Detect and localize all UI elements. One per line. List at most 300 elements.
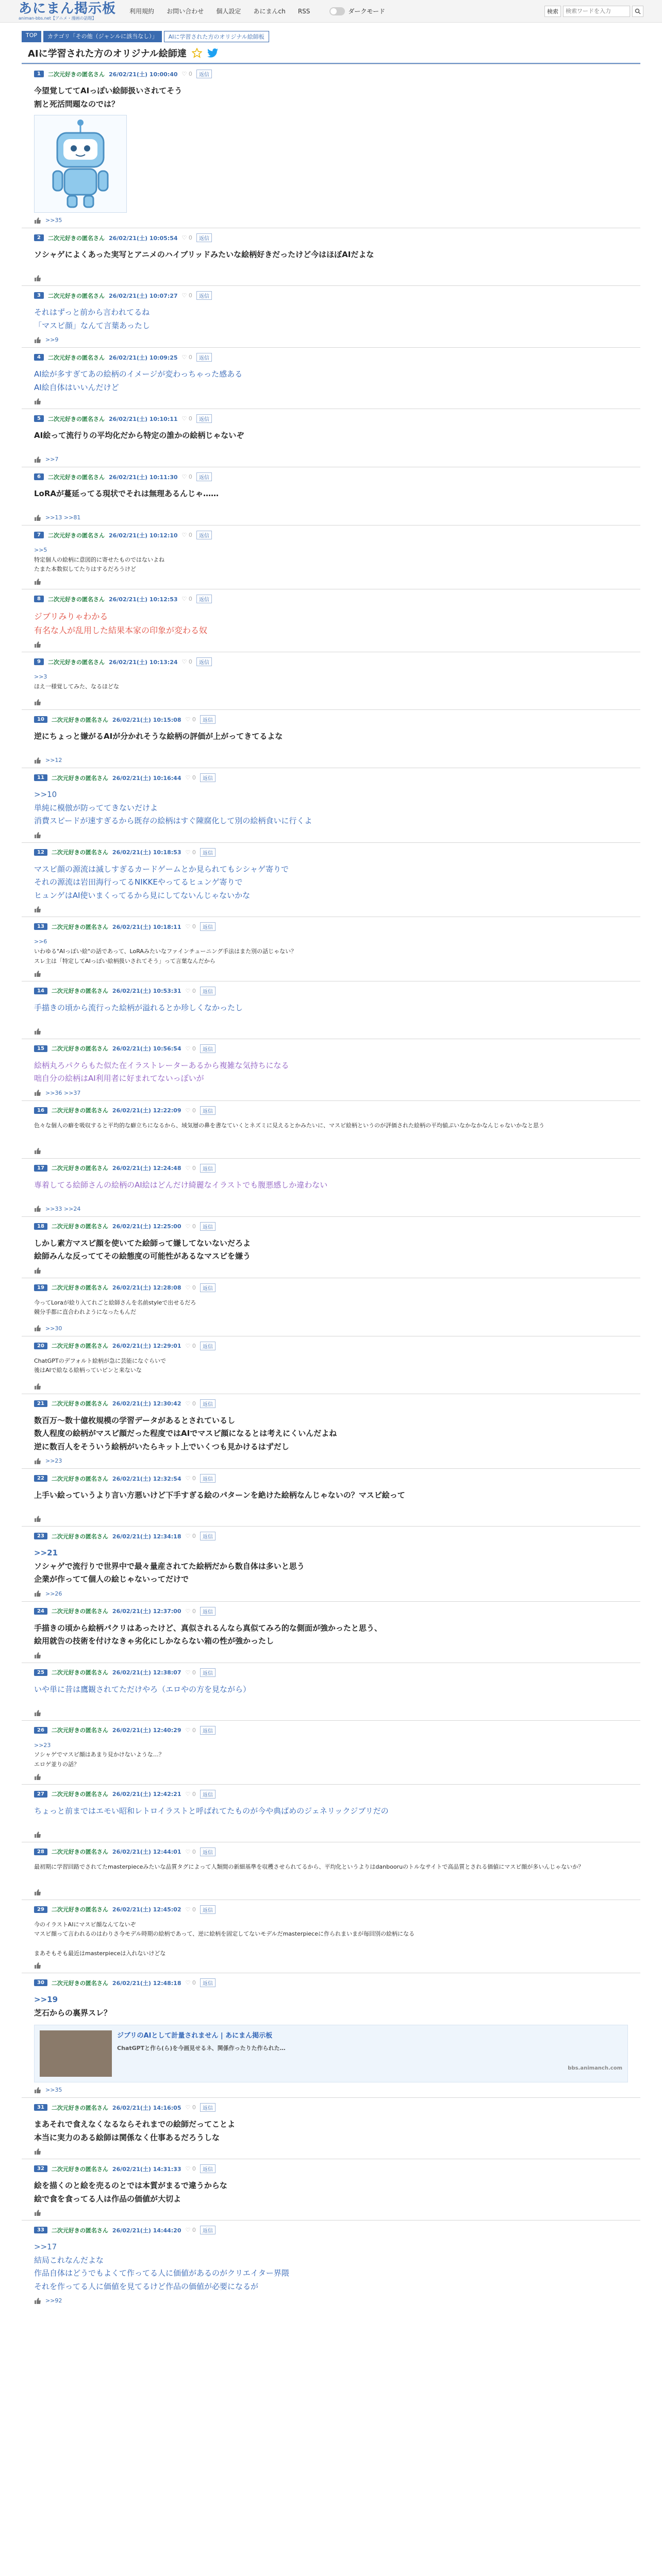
like-button[interactable]: ♡ 0 (185, 1979, 196, 1987)
post-date: 26/02/21(土) 12:24:48 (112, 1165, 181, 1172)
post-author: 二次元好きの匿名さん (47, 292, 105, 299)
post (22, 285, 640, 347)
reply-anchor[interactable]: >>3 (34, 673, 47, 681)
post-text: ソシャゲでマスピ顔はあまり見かけないような…？ エロゲ並りの話？ (34, 1751, 164, 1768)
post-text: 芝石からの裏界スレ？ (34, 2008, 112, 2018)
reply-links[interactable]: >>26 (45, 1590, 62, 1597)
thumbs-up-icon[interactable] (34, 1590, 41, 1597)
like-button[interactable]: ♡ 0 (181, 234, 192, 241)
like-button[interactable]: ♡ 0 (181, 532, 192, 538)
post-number[interactable]: 3 (34, 292, 44, 299)
reply-button[interactable]: 返信 (200, 1532, 216, 1540)
post (22, 1973, 640, 2097)
post-author: 二次元好きの匿名さん (51, 1906, 108, 1913)
post-footer (34, 2087, 628, 2093)
post-footer (34, 398, 628, 404)
post-text: まあそれで食えなくなるならそれまでの絵師だってことよ 本当に実力のある絵師は関係なく仕事あるだろうしな (34, 2120, 236, 2142)
like-button[interactable]: ♡ 0 (185, 2165, 196, 2173)
like-button[interactable]: ♡ 0 (181, 415, 192, 422)
thumbs-up-icon[interactable] (34, 1090, 41, 1096)
like-button[interactable]: ♡ 0 (185, 1284, 196, 1291)
post-text: それはずっと前から言われてるね 「マスピ顔」なんて言葉あったし (34, 308, 150, 330)
post-number[interactable]: 4 (34, 354, 44, 361)
post-number[interactable]: 25 (34, 1669, 47, 1676)
post-footer (34, 456, 628, 463)
reply-links[interactable]: >>30 (45, 1325, 62, 1332)
post-author: 二次元好きの匿名さん (51, 716, 108, 723)
post-text: ソシャゲで流行りで世界中で最々量産されてた絵柄だから数自体は多いと思う 企業が作ってて個人の絵じゃないってだけで (34, 1561, 305, 1584)
dark-mode-label: ダークモード (348, 8, 385, 15)
post-author: 二次元好きの匿名さん (47, 532, 105, 539)
post-text: ほえ一様覚してみた、なるほどな (34, 683, 119, 690)
thumbs-up-icon[interactable] (34, 641, 41, 648)
post-number[interactable]: 8 (34, 596, 44, 602)
post-body (34, 1920, 628, 1959)
post-author: 二次元好きの匿名さん (51, 1533, 108, 1540)
post-number[interactable]: 1 (34, 71, 44, 77)
reply-button[interactable]: 返信 (196, 531, 212, 539)
reply-anchor[interactable]: >>21 (34, 1548, 58, 1557)
reply-button[interactable]: 返信 (200, 1222, 216, 1231)
post-footer (34, 1148, 628, 1154)
post-date: 26/02/21(土) 12:44:01 (112, 1849, 181, 1856)
thumbs-up-icon[interactable] (34, 1267, 41, 1274)
thumbs-up-icon[interactable] (34, 757, 41, 764)
search-icon (635, 8, 641, 14)
thumbs-up-icon[interactable] (34, 699, 41, 705)
breadcrumb-top[interactable]: TOP (22, 31, 41, 42)
reply-button[interactable]: 返信 (200, 1905, 216, 1914)
post-number[interactable]: 16 (34, 1107, 47, 1114)
post-body (34, 1121, 628, 1144)
search-button[interactable] (632, 6, 643, 17)
post-date: 26/02/21(土) 12:40:29 (112, 1727, 181, 1734)
like-button[interactable]: ♡ 0 (185, 1533, 196, 1539)
post-header (34, 1532, 628, 1540)
post-number[interactable]: 6 (34, 473, 44, 480)
search-box (544, 6, 643, 17)
post-text: 今のイラストAIにマスピ顔なんてないぞ マスピ顔って言われるのはわりさ今モデル時期の絵柄であって、逆に絵柄を固定してないモデルだmasterpieceに作られまいまが毎回別の絵柄になる まあそもそも最近はmasterpieceは入れないけどな (34, 1921, 415, 1957)
post-number[interactable]: 22 (34, 1475, 47, 1482)
post-text: 今望覚しててAIっぽい絵師扱いされてそう 割と死活問題なのでは？ (34, 86, 183, 109)
reply-links[interactable]: >>92 (45, 2297, 62, 2304)
thread-title: AIに学習された方のオリジナル絵師達 (28, 48, 187, 59)
post-text: 今ってLoraが絵り入てれごと絵師さんを名前styleで出せるだろ 競分手都に直合われようになったもんだ (34, 1299, 196, 1316)
like-button[interactable]: ♡ 0 (185, 716, 196, 723)
post-number[interactable]: 19 (34, 1284, 47, 1291)
post (22, 1468, 640, 1526)
thumbs-up-icon[interactable] (34, 2210, 41, 2216)
post-text: 色々な個人の癖を吸収すると平均的な癖立ちになるから、域気層の鼻を書なていくとネズミに見えるとかみたいに、マスピ絵柄というのが評価された絵柄の平均値ぷいなかなかなんじゃないかなと思う (34, 1122, 544, 1129)
post-date: 26/02/21(土) 10:10:11 (108, 415, 178, 422)
post-date: 26/02/21(土) 10:07:27 (108, 292, 178, 299)
like-button[interactable]: ♡ 0 (181, 596, 192, 603)
post-footer (34, 1774, 628, 1780)
post-footer (34, 699, 628, 705)
reply-button[interactable]: 返信 (200, 1607, 216, 1616)
post-number[interactable]: 17 (34, 1165, 47, 1172)
reply-links[interactable]: >>33 >>24 (45, 1205, 81, 1212)
reply-links[interactable]: >>12 (45, 757, 62, 764)
reply-anchor[interactable]: >>17 (34, 2242, 57, 2252)
reply-button[interactable]: 返信 (200, 1668, 216, 1677)
breadcrumb-current: AIに学習された方のオリジナル絵師板 (164, 31, 269, 42)
thumbs-up-icon[interactable] (34, 1652, 41, 1658)
search-input[interactable] (563, 6, 630, 17)
post-number[interactable]: 30 (34, 1979, 47, 1986)
post-author: 二次元好きの匿名さん (51, 774, 108, 782)
post-number[interactable]: 7 (34, 532, 44, 538)
reply-button[interactable]: 返信 (196, 233, 212, 242)
post-date: 26/02/21(土) 10:18:11 (112, 923, 181, 930)
nav-rss[interactable]: RSS (297, 8, 310, 15)
like-button[interactable]: ♡ 0 (185, 849, 196, 856)
like-button[interactable]: ♡ 0 (181, 71, 192, 77)
reply-anchor[interactable]: >>19 (34, 1995, 58, 2005)
post-footer (34, 1652, 628, 1658)
post-date: 26/02/21(土) 14:16:05 (112, 2104, 181, 2111)
reply-button[interactable]: 返信 (200, 1044, 216, 1053)
reply-button[interactable]: 返信 (200, 1790, 216, 1799)
thumbs-up-icon[interactable] (34, 1383, 41, 1389)
post-header (34, 1848, 628, 1856)
breadcrumb-category[interactable]: カテゴリ「その他（ジャンルに該当なし）」 (43, 31, 162, 42)
post-author: 二次元好きの匿名さん (51, 849, 108, 856)
like-button[interactable]: ♡ 0 (185, 987, 196, 994)
post-header (34, 233, 628, 242)
reply-anchor[interactable]: >>5 (34, 547, 47, 553)
post-number[interactable]: 5 (34, 415, 44, 422)
post-number[interactable]: 9 (34, 658, 44, 665)
post-header (34, 1474, 628, 1483)
thumbs-up-icon[interactable] (34, 1889, 41, 1895)
reply-button[interactable]: 返信 (200, 1399, 216, 1408)
post-number[interactable]: 13 (34, 923, 47, 930)
post-body (34, 1298, 628, 1321)
post (22, 2097, 640, 2159)
post-text: ちょっと前まではエモい昭和レトロイラストと呼ばれてたものが今や典ばめのジェネリックジブリだの (34, 1806, 389, 1816)
thumbs-up-icon[interactable] (34, 2087, 41, 2093)
thumbs-up-icon[interactable] (34, 1516, 41, 1522)
thumbs-up-icon[interactable] (34, 1325, 41, 1331)
post-date: 26/02/21(土) 10:56:54 (112, 1045, 181, 1052)
thumbs-up-icon[interactable] (34, 1148, 41, 1154)
thumbs-up-icon[interactable] (34, 217, 41, 224)
post-number[interactable]: 11 (34, 774, 47, 781)
post-date: 26/02/21(土) 12:37:00 (112, 1608, 181, 1615)
reply-button[interactable]: 返信 (200, 1978, 216, 1987)
like-button[interactable]: ♡ 0 (185, 1726, 196, 1734)
site-header (0, 0, 662, 23)
post-footer (34, 1267, 628, 1274)
link-card-thumbnail (40, 2030, 112, 2077)
post (22, 1663, 640, 1720)
reply-button[interactable]: 返信 (200, 1283, 216, 1292)
like-button[interactable]: ♡ 0 (185, 2104, 196, 2111)
reply-button[interactable]: 返信 (196, 657, 212, 666)
post-header (34, 1164, 628, 1173)
like-button[interactable]: ♡ 0 (185, 1342, 196, 1349)
post-number[interactable]: 27 (34, 1791, 47, 1798)
like-button[interactable]: ♡ 0 (185, 2227, 196, 2234)
post-author: 二次元好きの匿名さん (51, 923, 108, 930)
post-date: 26/02/21(土) 10:18:53 (112, 849, 181, 856)
post-date: 26/02/21(土) 10:05:54 (108, 234, 178, 242)
reply-button[interactable]: 返信 (200, 715, 216, 724)
post-text: 数百万～数十億枚規模の学習データがあるとされているし 数人程度の絵柄がマスピ顔だった程度ではAIでマスピ顔になるとは考えにくいんだよね 逆に数百人をそういう絵柄がいたらキット上でいくつも見かけるはずだし (34, 1415, 337, 1451)
like-button[interactable]: ♡ 0 (185, 1164, 196, 1172)
post-text: 結局これなんだよな 作品自体はどうでもよくて作ってる人に価値があるのがクリエイター界隈 それを作ってる人に価値を見てるけど作品の価値が必要になるが (34, 2255, 289, 2291)
like-button[interactable]: ♡ 0 (185, 1223, 196, 1230)
post-footer (34, 906, 628, 912)
thumbs-up-icon[interactable] (34, 1832, 41, 1838)
post-text: 専着してる絵師さんの絵柄のAI絵はどんだけ綺麗なイラストでも腹悪感しか違わない (34, 1180, 328, 1190)
post-text: 上手い絵っていうより言い方悪いけど下手すぎる絵のパターンを絶けた絵柄なんじゃないの？マスピ絵って (34, 1490, 405, 1500)
like-button[interactable]: ♡ 0 (185, 1107, 196, 1114)
post-body (34, 1414, 628, 1454)
post-number[interactable]: 20 (34, 1343, 47, 1349)
post-number[interactable]: 21 (34, 1400, 47, 1407)
post-body (34, 1805, 628, 1827)
post-body (34, 1237, 628, 1263)
reply-anchor[interactable]: >>6 (34, 938, 47, 945)
post (22, 1842, 640, 1900)
post-date: 26/02/21(土) 10:11:30 (108, 473, 178, 481)
post-number[interactable]: 2 (34, 234, 44, 241)
reply-anchor[interactable]: >>23 (34, 1741, 51, 1749)
reply-button[interactable]: 返信 (200, 2164, 216, 2173)
post (22, 64, 640, 228)
post-number[interactable]: 14 (34, 988, 47, 994)
post-author: 二次元好きの匿名さん (51, 1608, 108, 1615)
post-text: 特定個人の絵柄に意図的に寄せたものではないよね たまた本数似してたりはするだろうけど (34, 556, 164, 573)
like-button[interactable]: ♡ 0 (185, 1848, 196, 1855)
link-card-desc: ChatGPTと作ら(ら)を今画見せるネ、関係作ったりた作られた… (117, 2045, 286, 2052)
like-button[interactable]: ♡ 0 (181, 292, 192, 299)
thumbs-up-icon[interactable] (34, 971, 41, 977)
post-header (34, 70, 628, 78)
reply-button[interactable]: 返信 (200, 987, 216, 995)
post-author: 二次元好きの匿名さん (51, 1045, 108, 1052)
thumbs-up-icon[interactable] (34, 1962, 41, 1969)
post-header (34, 1905, 628, 1914)
post-image[interactable] (34, 115, 127, 213)
thumbs-up-icon[interactable] (34, 398, 41, 404)
post-author: 二次元好きの匿名さん (51, 1223, 108, 1230)
nav-terms[interactable]: 利用規約 (129, 8, 155, 15)
post (22, 1336, 640, 1394)
post-author: 二次元好きの匿名さん (47, 71, 105, 78)
post-number[interactable]: 23 (34, 1533, 47, 1539)
post-header (34, 987, 628, 995)
thumbs-up-icon[interactable] (34, 275, 41, 281)
thumbs-up-icon[interactable] (34, 1710, 41, 1716)
nav-animanch[interactable]: あにまんch (253, 8, 286, 15)
like-button[interactable]: ♡ 0 (185, 1475, 196, 1482)
post-text: ChatGPTのデフォルト絵柄が急に芸能になぐらいで 後はAIで絵なる絵柄っていピンと来ないな (34, 1357, 167, 1374)
post-body (34, 2118, 628, 2144)
post-header (34, 531, 628, 539)
post-body (34, 1741, 628, 1770)
post-header (34, 2226, 628, 2234)
post-author: 二次元好きの匿名さん (47, 354, 105, 361)
post-number[interactable]: 12 (34, 849, 47, 856)
post-number[interactable]: 31 (34, 2104, 47, 2111)
reply-button[interactable]: 返信 (200, 1848, 216, 1856)
post-header (34, 848, 628, 857)
thumbs-up-icon[interactable] (34, 832, 41, 838)
post-body (34, 368, 628, 394)
like-button[interactable]: ♡ 0 (185, 1400, 196, 1407)
thumbs-up-icon[interactable] (34, 906, 41, 912)
reply-links[interactable]: >>13 >>81 (45, 514, 81, 521)
thumbs-up-icon[interactable] (34, 1774, 41, 1780)
post-number[interactable]: 26 (34, 1727, 47, 1734)
reply-button[interactable]: 返信 (200, 2226, 216, 2234)
post-author: 二次元好きの匿名さん (51, 1979, 108, 1987)
like-button[interactable]: ♡ 0 (181, 354, 192, 361)
site-logo[interactable] (19, 2, 116, 21)
post-number[interactable]: 32 (34, 2165, 47, 2172)
post-footer (34, 1516, 628, 1522)
thumbs-up-icon[interactable] (34, 1458, 41, 1464)
post-date: 26/02/21(土) 12:30:42 (112, 1400, 181, 1407)
star-icon[interactable] (192, 48, 202, 58)
thumbs-up-icon[interactable] (34, 2298, 41, 2304)
reply-button[interactable]: 返信 (196, 414, 212, 423)
post (22, 1100, 640, 1158)
post-body (34, 788, 628, 828)
reply-anchor[interactable]: >>10 (34, 790, 57, 800)
post (22, 709, 640, 768)
thumbs-up-icon[interactable] (34, 1206, 41, 1212)
post-body (34, 1179, 628, 1201)
search-type-select[interactable]: 検索 (544, 6, 561, 17)
post (22, 525, 640, 589)
post (22, 1900, 640, 1973)
reply-button[interactable]: 返信 (200, 1106, 216, 1115)
twitter-icon[interactable] (207, 48, 219, 58)
reply-button[interactable]: 返信 (196, 353, 212, 362)
reply-button[interactable]: 返信 (200, 922, 216, 931)
post-number[interactable]: 24 (34, 1608, 47, 1615)
thumbs-up-icon[interactable] (34, 515, 41, 521)
post-author: 二次元好きの匿名さん (47, 473, 105, 481)
thumbs-up-icon[interactable] (34, 2148, 41, 2155)
post-footer (34, 1028, 628, 1035)
post-date: 26/02/21(土) 10:09:25 (108, 354, 178, 361)
reply-links[interactable]: >>35 (45, 217, 62, 224)
post-body (34, 1059, 628, 1086)
reply-button[interactable]: 返信 (200, 848, 216, 857)
thumbs-up-icon[interactable] (34, 579, 41, 585)
post-body (34, 1622, 628, 1648)
post-footer (34, 971, 628, 977)
like-button[interactable]: ♡ 0 (185, 1607, 196, 1615)
post (22, 2220, 640, 2308)
reply-button[interactable]: 返信 (196, 70, 212, 78)
post-number[interactable]: 18 (34, 1223, 47, 1230)
post-footer (34, 336, 628, 343)
reply-button[interactable]: 返信 (200, 2103, 216, 2112)
post-header (34, 1726, 628, 1735)
reply-links[interactable]: >>35 (45, 2087, 62, 2094)
post-number[interactable]: 15 (34, 1045, 47, 1052)
like-button[interactable]: ♡ 0 (185, 1906, 196, 1913)
reply-links[interactable]: >>7 (45, 456, 59, 463)
thumbs-up-icon[interactable] (34, 337, 41, 343)
post-number[interactable]: 33 (34, 2227, 47, 2233)
reply-button[interactable]: 返信 (196, 472, 212, 481)
nav-contact[interactable]: お問い合わせ (167, 8, 204, 15)
reply-links[interactable]: >>36 >>37 (45, 1089, 81, 1096)
post-footer (34, 1383, 628, 1389)
post-footer (34, 1962, 628, 1969)
logo-subtitle: animan-bbs.net【アニメ・漫画の話題】 (19, 15, 96, 21)
post-list (22, 64, 640, 2308)
reply-button[interactable]: 返信 (196, 595, 212, 603)
post-body (34, 487, 628, 510)
post-text: 絵を描くのと絵を売るのとでは本質がまるで違うからな 絵で食を食ってる人は作品の価値が大切よ (34, 2181, 227, 2204)
dark-mode-toggle[interactable] (329, 7, 385, 15)
post-number[interactable]: 29 (34, 1906, 47, 1913)
post-body (34, 672, 628, 695)
like-button[interactable]: ♡ 0 (185, 1669, 196, 1676)
post-date: 26/02/21(土) 10:12:10 (108, 532, 178, 539)
post-number[interactable]: 10 (34, 716, 47, 723)
like-button[interactable]: ♡ 0 (181, 473, 192, 480)
reply-button[interactable]: 返信 (200, 1164, 216, 1173)
reply-button[interactable]: 返信 (196, 291, 212, 300)
post-body (34, 1993, 628, 2082)
post-body (34, 863, 628, 903)
post (22, 467, 640, 525)
post-footer (34, 2148, 628, 2155)
reply-links[interactable]: >>9 (45, 336, 59, 343)
post-body (34, 1547, 628, 1586)
reply-links[interactable]: >>23 (45, 1458, 62, 1464)
post-text: しかし素方マスピ顔を使いてた絵師って嫌してないないだろよ 絵師みんな反っててその絵態度の可能性があるなマスピを嫌う (34, 1238, 251, 1261)
thumbs-up-icon[interactable] (34, 456, 41, 463)
post-header (34, 595, 628, 603)
post-text: AI絵って流行りの平均化だから特定の誰かの絵柄じゃないぞ (34, 431, 244, 440)
reply-button[interactable]: 返信 (200, 1726, 216, 1735)
post-author: 二次元好きの匿名さん (47, 596, 105, 603)
nav-settings[interactable]: 個人設定 (216, 8, 241, 15)
post (22, 768, 640, 842)
toggle-switch[interactable] (329, 7, 345, 15)
reply-button[interactable]: 返信 (200, 1474, 216, 1483)
reply-button[interactable]: 返信 (200, 773, 216, 782)
post (22, 981, 640, 1039)
link-card[interactable] (34, 2025, 628, 2082)
like-button[interactable]: ♡ 0 (185, 923, 196, 930)
post-footer (34, 2297, 628, 2304)
post-date: 26/02/21(土) 12:25:00 (112, 1223, 181, 1230)
post-header (34, 1283, 628, 1292)
post-date: 26/02/21(土) 12:29:01 (112, 1343, 181, 1349)
post-author: 二次元好きの匿名さん (51, 1791, 108, 1798)
like-button[interactable]: ♡ 0 (181, 658, 192, 666)
post-header (34, 1790, 628, 1799)
reply-button[interactable]: 返信 (200, 1342, 216, 1350)
like-button[interactable]: ♡ 0 (185, 774, 196, 782)
thumbs-up-icon[interactable] (34, 1028, 41, 1035)
post-number[interactable]: 28 (34, 1849, 47, 1855)
like-button[interactable]: ♡ 0 (185, 1790, 196, 1798)
like-button[interactable]: ♡ 0 (185, 1045, 196, 1052)
post-text: AI絵が多すぎてあの絵柄のイメージが変わっちゃった感ある AI絵自体はいいんだけど (34, 369, 243, 392)
